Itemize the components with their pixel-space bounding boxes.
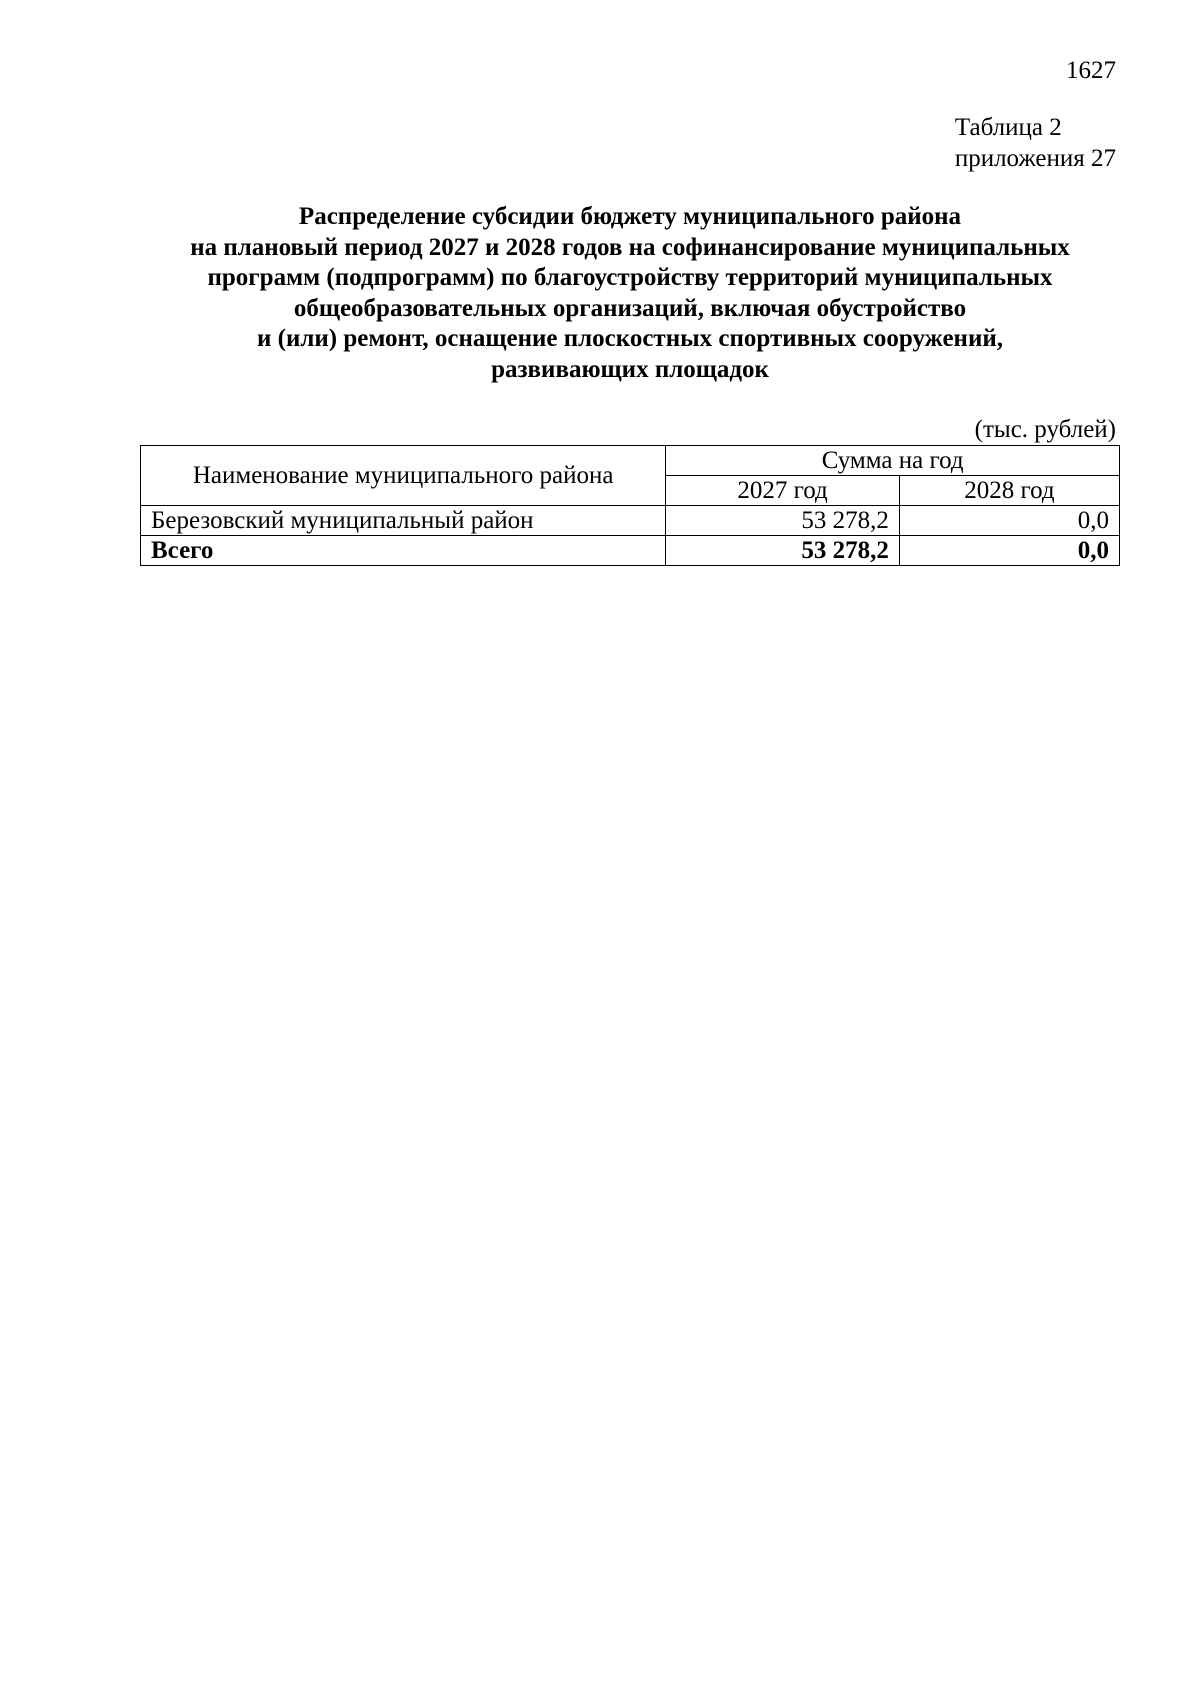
title-line: развивающих площадок [491,355,769,383]
title-line: и (или) ремонт, оснащение плоскостных спортивных сооружений, [256,325,1004,352]
table-header-row [141,446,1120,476]
table-total-row [141,536,1120,566]
title-line: на плановый период 2027 и 2028 годов на софинансирование муниципальных [190,233,1070,261]
table-ref-line-2: приложения 27 [954,145,1116,172]
title-line: Распределение субсидии бюджету муниципального района [298,203,962,230]
document-title [140,202,1120,385]
title-line: общеобразовательных организаций, включая обустройство [293,294,967,322]
page-number: 1627 [1066,57,1116,84]
title-line: программ (подпрограмм) по благоустройству территорий муниципальных [207,264,1053,291]
value-2027-cell: 53 278,2 [666,506,899,536]
total-2027-cell: 53 278,2 [666,536,899,566]
total-label-cell: Всего [141,536,666,566]
header-year-2028: 2028 год [899,476,1119,506]
table-reference [955,112,1116,174]
units-label: (тыс. рублей) [974,416,1116,443]
header-amount-per-year: Сумма на год [666,446,1120,476]
table-row [141,506,1120,536]
header-district-name: Наименование муниципального района [141,446,666,506]
header-year-2027: 2027 год [666,476,899,506]
subsidy-table [140,445,1120,566]
value-2028-cell: 0,0 [899,506,1119,536]
total-2028-cell: 0,0 [899,536,1119,566]
district-name-cell: Березовский муниципальный район [141,506,666,536]
table-ref-line-1: Таблица 2 [954,114,1062,141]
